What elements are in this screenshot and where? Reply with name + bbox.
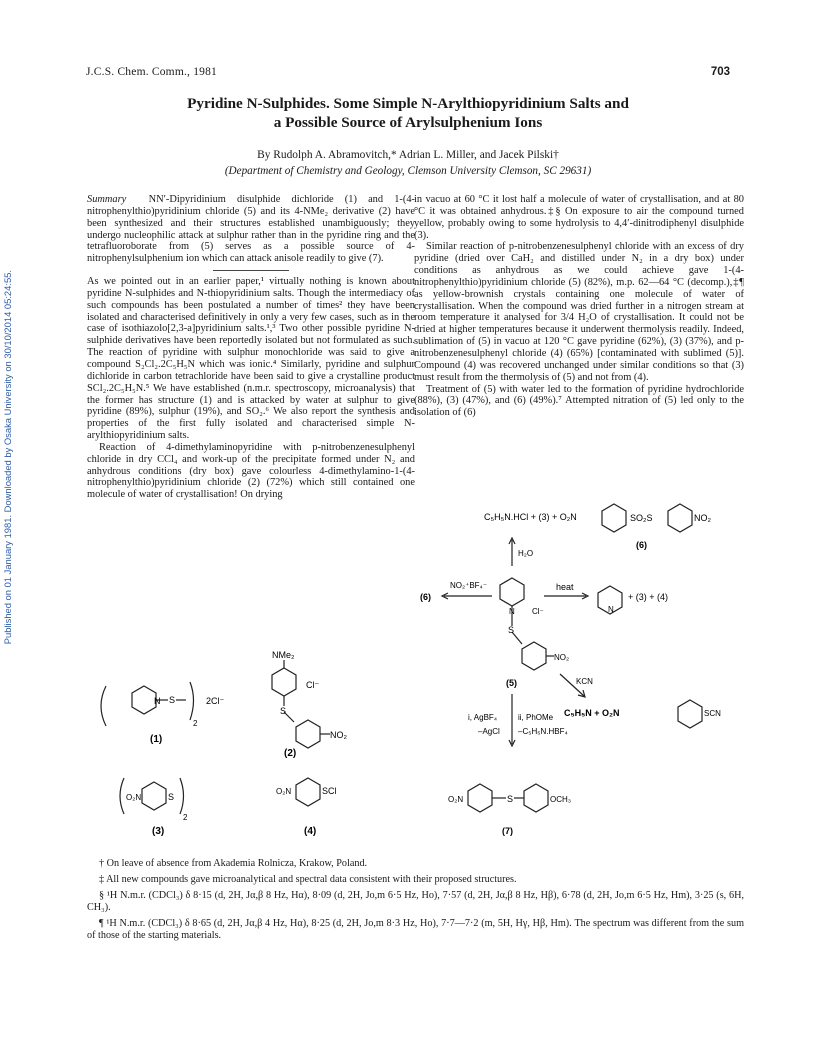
right-column [414, 194, 744, 419]
s-atom-label: S [507, 794, 514, 804]
structure-2 [272, 660, 330, 748]
cyanide-products: C₅H₅N + O₂N [564, 708, 620, 718]
structure-4 [296, 778, 320, 806]
silver-arrow [509, 694, 515, 746]
o2n-label: O₂N [276, 787, 292, 796]
affiliation: (Department of Chemistry and Geology, Clemson University Clemson, SC 29631) [224, 165, 592, 177]
structures-1-to-4 [94, 648, 404, 844]
heat-label: heat [556, 582, 574, 592]
footnotes [87, 858, 744, 946]
journal-name: J.C.S. Chem. Comm., 1981 [86, 66, 217, 78]
n-atom-label: N [608, 605, 614, 614]
chloride-label: 2Cl⁻ [206, 696, 225, 706]
compound-label-3: (3) [152, 826, 165, 837]
footnote: ¶ ¹H N.m.r. (CDCl₃) δ 8·65 (d, 2H, Jα,β 4 Hz, Hα), 8·25 (d, 2H, Jo,m 8·3 Hz, Ho), 7·7—7·2 (m, 5H, Hγ, Hβ, Hm). The spectrum was different from the sum of those of the starting materials. [87, 918, 744, 941]
footnote: ‡ All new compounds gave microanalytical and spectral data consistent with their proposed structures. [99, 874, 517, 885]
kcn-label: KCN [576, 677, 593, 686]
subscript-two: 2 [183, 813, 188, 822]
compound-label-7: (7) [502, 826, 513, 836]
structure-1 [101, 682, 194, 726]
hydrolysis-products: C₅H₅N.HCl + (3) + O₂N [484, 512, 577, 522]
compound-label-5: (5) [506, 678, 517, 688]
section-divider [213, 270, 289, 271]
compound-label-1: (1) [150, 734, 163, 745]
left-column [87, 194, 415, 501]
nitro-label: NO₂ [554, 653, 570, 662]
s-atom-label: S [169, 695, 176, 705]
condition-agcl: –AgCl [478, 727, 500, 736]
scl-label: SCl [322, 786, 337, 796]
s-atom-label: S [508, 625, 515, 635]
body-paragraph: Similar reaction of p-nitrobenzenesulphenyl chloride with an excess of dry pyridine (dried over CaH₂ and distilled under N₂ in a dry box) under conditions as anhydrous as we could achieve gave 1-(4-nitrophenylthio)pyridinium chloride (5) (82%), m.p. 62—64 °C (decomp.),‡¶ as yellow-brownish crystals containing one molecule of water of crystallisation. When the compound was dried further in a nitrogen stream at room temperature it analysed for 3/4 H₂O of crystallisation. It could not be dried at higher temperatures because it underwent thermolysis readily. Indeed, sublimation of (5) in vacuo at 120 °C gave pyridine (62%), (3) (37%), and p-nitrobenzenesulphenyl chloride (4) (65%) [contaminated with sublimed (5)]. Compound (4) was recovered unchanged under similar conditions so that (3) must result from the thermolysis of (5) and not from (4). [414, 241, 744, 383]
body-paragraph: Treatment of (5) with water led to the formation of pyridine hydrochloride (88%), (3) (47%), and (6) (49%).⁷ Attempted nitration of (5) led only to the isolation of (6) [414, 383, 744, 419]
o2n-label: O₂N [448, 795, 464, 804]
water-label: H₂O [518, 549, 534, 558]
running-header [86, 66, 730, 80]
body-paragraph: Reaction of 4-dimethylaminopyridine with p-nitrobenzenesulphenyl chloride in dry CCl₄ and work-up of the precipitate formed under N₂ and anhydrous conditions (dry box) gave colourless 4-dimethylamino-1-(4-nitrophenylthio)pyridinium chloride (2) (72%) which still contained one molecule of water of crystallisation! On drying [87, 441, 415, 501]
nitration-arrow [442, 593, 492, 599]
body-paragraph: in vacuo at 60 °C it lost half a molecule of water of crystallisation, and at 80 °C it was obtained anhydrous.‡§ On exposure to air the compound turned yellow, probably owing to some hydrolysis to 4,4′-dinitrodiphenyl disulphide (3). [414, 194, 744, 241]
download-note: Published on 01 January 1981. Downloaded by Osaka University on 30/10/2014 05:24:55. [2, 270, 13, 645]
nitronium-label: NO₂⁺BF₄⁻ [450, 581, 488, 590]
n-atom-label: N [509, 607, 515, 616]
nme2-label: NMe₂ [272, 650, 295, 660]
structure-5 [500, 578, 554, 670]
compound-label-6: (6) [420, 592, 431, 602]
summary-lead: Summary [87, 194, 127, 205]
footnote: § ¹H N.m.r. (CDCl₃) δ 8·15 (d, 2H, Jα,β 8 Hz, Hα), 8·09 (d, 2H, Jo,m 6·5 Hz, Ho), 7·57 (d, 2H, Jα,β 8 Hz, Hβ), 6·78 (d, 2H, Jo,m 6·5 Hz, Hm), 3·25 (s, 6H, CH₃). [87, 890, 744, 913]
heat-arrow [544, 593, 588, 599]
cl-anion-label: Cl⁻ [306, 680, 320, 690]
compound-label-6: (6) [636, 540, 647, 550]
summary-text: NN′-Dipyridinium disulphide dichloride (1) and 1-(4-nitrophenylthio)pyridinium chloride (5) and its 4-NMe₂ derivative (2) have been synthesized and their structures established unambiguously; they undergo nucleophilic attack at sulphur rather than in the pyridine ring and the tetrafluoroborate from (5) serves as a possible source of 4-nitrophenylsulphenium ion which can attack anisole readily to give (7). [87, 194, 415, 265]
condition-anisole: ii, PhOMe [518, 713, 554, 722]
condition-pyhbf4: –C₅H₅N.HBF₄ [518, 727, 568, 736]
article-title [86, 94, 730, 132]
n-atom-label: N [154, 696, 161, 706]
thermolysis-products: + (3) + (4) [628, 592, 669, 602]
author-list: By Rudolph A. Abramovitch,* Adrian L. Miller, and Jacek Pilski† [257, 149, 559, 161]
reaction-scheme [414, 494, 754, 844]
summary-paragraph [87, 194, 415, 265]
footnote: † On leave of absence from Akademia Rolnicza, Krakow, Poland. [99, 858, 368, 869]
water-arrow [509, 538, 515, 566]
thiocyanate-ring [678, 700, 702, 728]
cl-anion-label: Cl⁻ [532, 607, 544, 616]
s-atom-label: S [280, 706, 287, 716]
nitro-label: NO₂ [330, 730, 347, 740]
title-line-2: a Possible Source of Arylsulphenium Ions [273, 114, 543, 131]
compound-label-4: (4) [304, 826, 317, 837]
page-number: 703 [710, 66, 730, 78]
subscript-two: 2 [193, 719, 198, 728]
title-line-1: Pyridine N-Sulphides. Some Simple N-Arylthiopyridinium Salts and [187, 95, 629, 112]
condition-agbf4: i, AgBF₄ [468, 713, 498, 722]
scn-label: SCN [704, 709, 721, 718]
compound-label-2: (2) [284, 748, 297, 759]
o2n-label: O₂N [126, 793, 142, 802]
so2s-label: SO₂S [630, 513, 653, 523]
nitro-label: NO₂ [694, 513, 711, 523]
s-atom-label: S [168, 792, 175, 802]
body-paragraph: As we pointed out in an earlier paper,¹ virtually nothing is known about pyridine N-sulphides and N-thiopyridinium salts. Though the intermediacy of such compounds has been postulated a number of times² they have been isolated and characterised definitively in only a very few cases, such as in the case of isothiazolo[2,3-a]pyridinium salts.¹,³ Two other possible pyridine N-sulphide derivatives have been reportedly isolated but not formulated as such. The reaction of pyridine with sulphur monochloride was said to give a compound S₂Cl₂.2C₅H₅N which was ionic.⁴ Similarly, pyridine and sulphur dichloride in carbon tetrachloride have been said to give a crystalline product SCl₂.2C₅H₅N.⁵ We have established (n.m.r. spectroscopy, microanalysis) that the former has structure (1) and is attacked by water at sulphur to give pyridine (89%), sulphur (19%), and SO₂.⁶ We also report the synthesis and properties of the first fully isolated and characterised simple N-arylthiopyridinium salts. [87, 276, 415, 442]
methoxy-label: OCH₃ [550, 795, 572, 804]
